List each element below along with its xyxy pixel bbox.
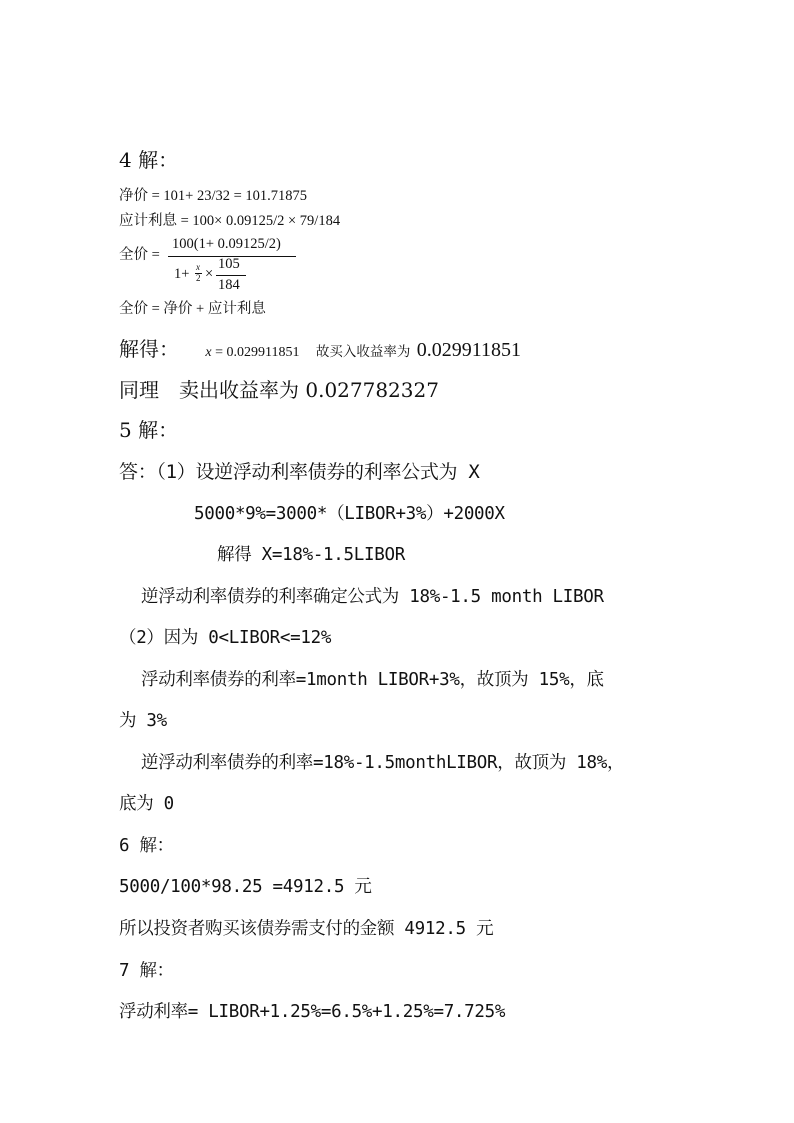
q4-denominator-prefix: 1+ <box>174 266 190 282</box>
q5-inverse-line-2: 底为 0 <box>119 794 174 814</box>
q4-inner-denominator: 184 <box>218 277 240 293</box>
q4-similarly: 同理 卖出收益率为 0.027782327 <box>119 378 439 402</box>
q4-accrued-interest: 应计利息 = 100× 0.09125/2 × 79/184 <box>119 213 341 229</box>
q5-inverse-line-1: 逆浮动利率债券的利率=18%-1.5monthLIBOR，故顶为 18%， <box>141 753 625 773</box>
q5-part-2: （2）因为 0<LIBOR<=12% <box>119 628 332 648</box>
q5-equation-1: 5000*9%=3000*（LIBOR+3%）+2000X <box>194 504 505 524</box>
q4-solve-row <box>119 337 521 365</box>
q6-conclusion: 所以投资者购买该债券需支付的金额 4912.5 元 <box>119 919 494 939</box>
q7-calc: 浮动利率= LIBOR+1.25%=6.5%+1.25%=7.725% <box>119 1002 506 1022</box>
q4-heading: 4 解： <box>119 148 179 172</box>
q6-heading: 6 解： <box>119 836 174 856</box>
q5-formula: 逆浮动利率债券的利率确定公式为 18%-1.5 month LIBOR <box>141 587 604 607</box>
q5-heading: 5 解： <box>119 418 179 442</box>
q4-solve-label: 解得： <box>119 337 179 361</box>
q5-floating-line-2: 为 3% <box>119 711 167 731</box>
q4-denominator-x: x <box>196 262 200 272</box>
q6-calc: 5000/100*98.25 =4912.5 元 <box>119 877 372 897</box>
q4-full-price-numerator: 100(1+ 0.09125/2) <box>172 236 281 252</box>
q4-inner-fraction-bar <box>216 275 246 276</box>
q4-solve-note: 故买入收益率为 <box>315 344 411 359</box>
q5-floating-line-1: 浮动利率债券的利率=1month LIBOR+3%，故顶为 15%，底 <box>141 670 604 690</box>
q4-denominator-two: 2 <box>196 273 201 283</box>
q4-net-price: 净价 = 101+ 23/32 = 101.71875 <box>119 188 308 204</box>
q4-identity: 全价 = 净价 + 应计利息 <box>119 301 266 317</box>
q4-inner-numerator: 105 <box>218 256 240 272</box>
q5-answer-1: 答：（1）设逆浮动利率债券的利率公式为 X <box>119 461 480 483</box>
q4-full-price-label: 全价 = <box>119 247 160 263</box>
q4-denominator-times: × <box>205 266 214 282</box>
q4-solve-expr: x = 0.029911851 <box>205 345 300 360</box>
q7-heading: 7 解： <box>119 961 174 981</box>
q4-solve-value: 0.029911851 <box>416 339 521 361</box>
q5-equation-2: 解得 X=18%-1.5LIBOR <box>217 545 405 565</box>
